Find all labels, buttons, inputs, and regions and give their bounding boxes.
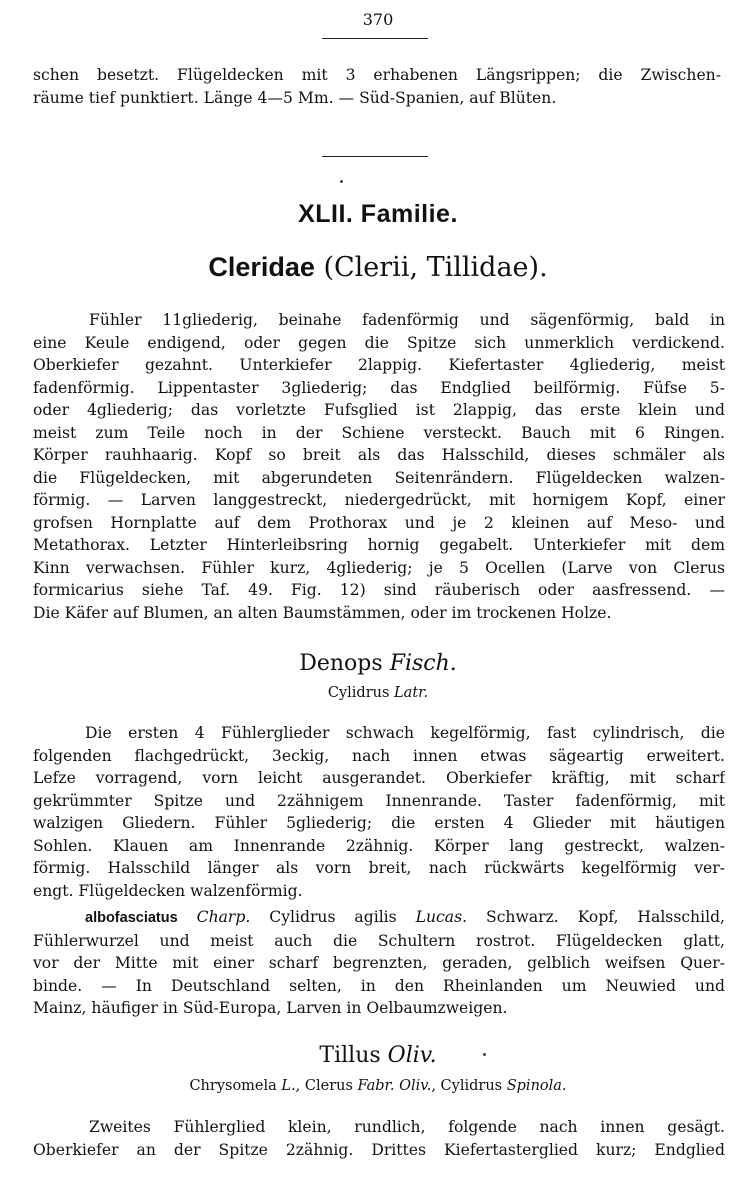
family-heading: XLII. Familie. [298, 200, 458, 228]
genus-synonym-denops [0, 685, 756, 701]
family-synonyms: (Clerii, Tillidae). [314, 252, 548, 283]
intro-line: räume tief punktiert. Länge 4—5 Mm. — Süd-Spanien, auf Blüten. [33, 88, 557, 107]
text-line: folgenden flachgedrückt, 3eckig, nach innen etwas sägeartig erweitert. [33, 746, 725, 765]
synonym-author: Latr. [394, 685, 429, 701]
syn-part: Chrysomela [189, 1078, 282, 1094]
denops-description [33, 722, 725, 902]
text-line: gekrümmter Spitze und 2zähnigem Innenrande. Taster fadenförmig, mit [33, 791, 725, 810]
family-name: Cleridae [208, 252, 315, 282]
text-line: Körper rauhhaarig. Kopf so breit als das Halsschild, dieses schmäler als [33, 446, 725, 464]
text-line: meist zum Teile noch in der Schiene versteckt. Bauch mit 6 Ringen. [33, 423, 725, 442]
text-line: oder 4gliederig; das vorletzte Fufsglied ist 2lappig, das erste klein und [33, 401, 725, 419]
genus-synonym-tillus [0, 1078, 756, 1094]
speck [340, 180, 343, 183]
genus-author: Fisch. [389, 651, 457, 676]
text-line: Metathorax. Letzter Hinterleibsring hornig gegabelt. Unterkiefer mit dem [33, 536, 725, 554]
intro-line: schen besetzt. Flügeldecken mit 3 erhabenen Längsrippen; die Zwischen- [33, 66, 721, 84]
family-description [33, 309, 725, 624]
species-synonym-author: Lucas. [415, 908, 468, 926]
text-line: Fühler 11gliederig, beinahe fadenförmig und sägenförmig, bald in [89, 311, 725, 329]
text-line: vor der Mitte mit einer scharf begrenzten, geraden, gelblich weifsen Quer- [33, 954, 725, 972]
section-divider [322, 156, 428, 157]
text-line: walzigen Gliedern. Fühler 5gliederig; die ersten 4 Glieder mit häutigen [33, 814, 725, 832]
text-line: Mainz, häufiger in Süd-Europa, Larven in Oelbaumzweigen. [33, 999, 508, 1017]
syn-part: , Clerus [295, 1078, 358, 1094]
text-line: fadenförmig. Lippentaster 3gliederig; das Endglied beilförmig. Füfse 5- [33, 378, 725, 397]
species-synonym: Cylidrus agilis [269, 908, 397, 926]
species-first-line [33, 906, 725, 930]
genus-name: Tillus [319, 1043, 381, 1068]
text-line: Die ersten 4 Fühlerglieder schwach kegelförmig, fast cylindrisch, die [85, 724, 725, 742]
text-line: Die Käfer auf Blumen, an alten Baumstämmen, oder im trockenen Holze. [33, 603, 612, 622]
text-line: förmig. — Larven langgestreckt, niedergedrückt, mit hornigem Kopf, einer [33, 491, 725, 509]
page-number: 370 [362, 10, 394, 29]
text-line: formicarius siehe Taf. 49. Fig. 12) sind räuberisch oder aasfressend. — [33, 581, 725, 599]
syn-part: Fabr. Oliv. [357, 1078, 432, 1094]
family-title [0, 252, 756, 283]
genus-heading-denops [0, 651, 756, 676]
tillus-description [33, 1116, 725, 1161]
text-line: engt. Flügeldecken walzenförmig. [33, 881, 303, 900]
text-line: binde. — In Deutschland selten, in den Rheinlanden um Neuwied und [33, 976, 725, 995]
text-line: die Flügeldecken, mit abgerundeten Seitenrändern. Flügeldecken walzen- [33, 468, 725, 487]
synonym-name: Cylidrus [327, 685, 390, 701]
syn-part: , Cylidrus [431, 1078, 507, 1094]
text-line: eine Keule endigend, oder gegen die Spitze sich unmerklich verdickend. [33, 333, 725, 352]
species-name: albofasciatus [85, 910, 178, 926]
text-line: Kinn verwachsen. Fühler kurz, 4gliederig; je 5 Ocellen (Larve von Clerus [33, 558, 725, 577]
speck [483, 1053, 486, 1056]
syn-part: L. [281, 1078, 296, 1094]
text-line: Oberkiefer an der Spitze 2zähnig. Drittes Kiefertasterglied kurz; Endglied [33, 1140, 725, 1159]
species-entry-albofasciatus [33, 906, 725, 1020]
text-line: Sohlen. Klauen am Innenrande 2zähnig. Körper lang gestreckt, walzen- [33, 836, 725, 855]
species-text: Schwarz. Kopf, Halsschild, [486, 908, 725, 926]
text-line: förmig. Halsschild länger als vorn breit, nach rückwärts kegelförmig ver- [33, 859, 725, 877]
genus-author: Oliv. [387, 1043, 437, 1068]
species-author: Charp. [196, 908, 251, 926]
text-line: grofsen Hornplatte auf dem Prothorax und je 2 kleinen auf Meso- und [33, 513, 725, 532]
text-line: Oberkiefer gezahnt. Unterkiefer 2lappig. Kiefertaster 4gliederig, meist [33, 356, 725, 374]
intro-paragraph [33, 64, 725, 109]
text-line: Lefze vorragend, vorn leicht ausgerandet. Oberkiefer kräftig, mit scharf [33, 769, 725, 787]
genus-heading-tillus [0, 1043, 756, 1068]
genus-name: Denops [299, 651, 383, 676]
header-rule [322, 38, 428, 39]
text-line: Fühlerwurzel und meist auch die Schultern rostrot. Flügeldecken glatt, [33, 931, 725, 950]
syn-part: Spinola. [506, 1078, 567, 1094]
text-line: Zweites Fühlerglied klein, rundlich, folgende nach innen gesägt. [89, 1118, 725, 1136]
